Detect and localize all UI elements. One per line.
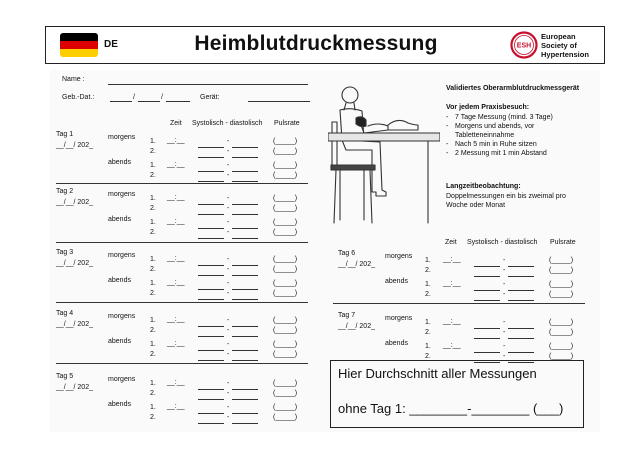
pulse-field[interactable]: (_____) xyxy=(273,229,298,236)
bp-separator: - xyxy=(227,162,230,169)
bp-separator: - xyxy=(227,404,230,411)
bp-separator: - xyxy=(503,343,506,350)
diastolic-field[interactable] xyxy=(508,300,534,301)
pulse-field[interactable]: (_____) xyxy=(273,341,298,348)
bp-separator: - xyxy=(227,256,230,263)
day-date-field[interactable]: __/__/ 202_ xyxy=(56,199,93,206)
pulse-field[interactable]: (_____) xyxy=(273,138,298,145)
row-number: 1. xyxy=(150,162,156,169)
pulse-field[interactable]: (_____) xyxy=(273,290,298,297)
day-divider xyxy=(333,303,585,304)
row-number: 2. xyxy=(150,172,156,179)
systolic-field[interactable] xyxy=(198,389,224,390)
row-number: 1. xyxy=(425,343,431,350)
period-evening: abends xyxy=(108,216,131,223)
row-number: 1. xyxy=(150,219,156,226)
pulse-field[interactable]: (_____) xyxy=(273,172,298,179)
pulse-field[interactable]: (_____) xyxy=(549,291,574,298)
bp-separator: - xyxy=(227,280,230,287)
diastolic-field[interactable] xyxy=(232,181,258,182)
period-morning: morgens xyxy=(385,253,413,260)
bp-separator: - xyxy=(227,327,230,334)
monitor-device xyxy=(388,120,418,130)
time-field[interactable]: __:__ xyxy=(167,316,185,323)
diastolic-field[interactable] xyxy=(232,289,258,290)
bullet-dash: - xyxy=(446,141,449,148)
name-field[interactable] xyxy=(108,84,308,85)
period-evening: abends xyxy=(108,401,131,408)
diastolic-field[interactable] xyxy=(232,147,258,148)
bp-separator: - xyxy=(227,219,230,226)
systolic-field[interactable] xyxy=(198,204,224,205)
day-date-field[interactable]: __/__/ 202_ xyxy=(56,321,93,328)
pulse-field[interactable]: (_____) xyxy=(549,281,574,288)
bp-separator: - xyxy=(227,172,230,179)
bp-separator: - xyxy=(227,341,230,348)
time-field[interactable]: __:__ xyxy=(167,279,185,286)
row-number: 2. xyxy=(150,205,156,212)
bp-separator: - xyxy=(227,390,230,397)
pulse-field[interactable]: (_____) xyxy=(273,266,298,273)
row-number: 1. xyxy=(425,257,431,264)
diastolic-field[interactable] xyxy=(232,204,258,205)
bullet-dash: - xyxy=(446,123,449,130)
time-field[interactable]: __:__ xyxy=(167,379,185,386)
long-line: Woche oder Monat xyxy=(446,202,506,209)
pulse-field[interactable]: (_____) xyxy=(549,329,574,336)
period-morning: morgens xyxy=(108,191,136,198)
bp-separator: - xyxy=(227,205,230,212)
period-morning: morgens xyxy=(385,315,413,322)
diastolic-field[interactable] xyxy=(508,266,534,267)
german-flag-icon xyxy=(60,33,98,57)
row-number: 2. xyxy=(150,290,156,297)
row-number: 1. xyxy=(150,256,156,263)
bp-separator: - xyxy=(227,138,230,145)
period-morning: morgens xyxy=(108,252,136,259)
diastolic-field[interactable] xyxy=(232,360,258,361)
bp-separator: - xyxy=(503,329,506,336)
day-date-field[interactable]: __/__/ 202_ xyxy=(56,142,93,149)
before-item: Tabletteneinnahme xyxy=(455,132,515,139)
pulse-field[interactable]: (_____) xyxy=(273,327,298,334)
esh-logo-icon xyxy=(510,31,538,59)
pulse-field[interactable]: (_____) xyxy=(273,256,298,263)
bp-separator: - xyxy=(227,148,230,155)
diastolic-field[interactable] xyxy=(232,265,258,266)
diastolic-field[interactable] xyxy=(232,214,258,215)
row-number: 1. xyxy=(425,281,431,288)
row-number: 1. xyxy=(150,404,156,411)
day-label: Tag 7 xyxy=(338,312,356,319)
row-number: 2. xyxy=(150,414,156,421)
bp-separator: - xyxy=(227,380,230,387)
summary-heading: Hier Durchschnitt aller Messungen xyxy=(338,366,537,381)
before-item: 7 Tage Messung (mind. 3 Tage) xyxy=(455,114,553,121)
systolic-field[interactable] xyxy=(198,275,224,276)
bp-separator: - xyxy=(503,257,506,264)
dob-month-field[interactable] xyxy=(138,101,160,102)
day-label: Tag 3 xyxy=(56,249,74,256)
org-line: European xyxy=(541,32,576,41)
bp-separator: - xyxy=(227,351,230,358)
bp-separator: - xyxy=(503,267,506,274)
systolic-field[interactable] xyxy=(474,290,500,291)
time-field[interactable]: __:__ xyxy=(167,218,185,225)
diastolic-field[interactable] xyxy=(232,171,258,172)
esh-logo-text: ESH xyxy=(516,42,532,50)
dob-year-field[interactable] xyxy=(166,101,190,102)
day-divider xyxy=(56,242,308,243)
row-number: 2. xyxy=(425,329,431,336)
day-divider xyxy=(56,302,308,303)
time-field[interactable]: __:__ xyxy=(167,161,185,168)
diastolic-field[interactable] xyxy=(232,336,258,337)
systolic-field[interactable] xyxy=(198,299,224,300)
row-number: 1. xyxy=(425,319,431,326)
row-number: 2. xyxy=(150,390,156,397)
systolic-field[interactable] xyxy=(474,352,500,353)
dob-day-field[interactable] xyxy=(110,101,132,102)
dob-sep: / xyxy=(161,94,163,101)
day-label: Tag 5 xyxy=(56,373,74,380)
day-divider xyxy=(56,183,308,184)
systolic-field[interactable] xyxy=(474,266,500,267)
systolic-field[interactable] xyxy=(198,171,224,172)
diastolic-field[interactable] xyxy=(508,290,534,291)
systolic-field[interactable] xyxy=(198,238,224,239)
systolic-field[interactable] xyxy=(198,228,224,229)
page-title: Heimblutdruckmessung xyxy=(194,32,438,55)
row-number: 1. xyxy=(150,195,156,202)
day-date-field[interactable]: __/__/ 202_ xyxy=(56,384,93,391)
systolic-field[interactable] xyxy=(474,300,500,301)
pulse-field[interactable]: (_____) xyxy=(273,205,298,212)
pulse-field[interactable]: (_____) xyxy=(273,195,298,202)
name-label: Name : xyxy=(62,76,85,83)
diastolic-field[interactable] xyxy=(232,423,258,424)
row-number: 2. xyxy=(425,291,431,298)
pulse-field[interactable]: (_____) xyxy=(549,353,574,360)
diastolic-field[interactable] xyxy=(508,352,534,353)
bp-separator: - xyxy=(503,281,506,288)
diastolic-field[interactable] xyxy=(232,326,258,327)
period-morning: morgens xyxy=(108,313,136,320)
systolic-field[interactable] xyxy=(198,336,224,337)
pulse-field[interactable]: (_____) xyxy=(549,267,574,274)
diastolic-field[interactable] xyxy=(232,228,258,229)
period-evening: abends xyxy=(108,277,131,284)
systolic-field[interactable] xyxy=(198,360,224,361)
diastolic-field[interactable] xyxy=(232,413,258,414)
bp-separator: - xyxy=(227,229,230,236)
pulse-field[interactable]: (_____) xyxy=(273,280,298,287)
row-number: 2. xyxy=(150,327,156,334)
col-pulse-header: Pulsrate xyxy=(550,239,576,246)
summary-average-field[interactable]: ohne Tag 1: ________-________ (___) xyxy=(338,401,564,416)
pulse-field[interactable]: (_____) xyxy=(549,319,574,326)
systolic-field[interactable] xyxy=(198,214,224,215)
time-field[interactable]: __:__ xyxy=(443,256,461,263)
bp-separator: - xyxy=(227,414,230,421)
day-label: Tag 1 xyxy=(56,131,74,138)
period-evening: abends xyxy=(385,278,408,285)
systolic-field[interactable] xyxy=(198,289,224,290)
row-number: 2. xyxy=(150,266,156,273)
systolic-field[interactable] xyxy=(198,157,224,158)
systolic-field[interactable] xyxy=(198,326,224,327)
row-number: 2. xyxy=(150,148,156,155)
row-number: 2. xyxy=(425,267,431,274)
country-code: DE xyxy=(104,39,118,50)
pulse-field[interactable]: (_____) xyxy=(273,162,298,169)
systolic-field[interactable] xyxy=(198,181,224,182)
diastolic-field[interactable] xyxy=(508,338,534,339)
period-morning: morgens xyxy=(108,376,136,383)
pulse-field[interactable]: (_____) xyxy=(273,414,298,421)
time-field[interactable]: __:__ xyxy=(167,403,185,410)
cuff-shape xyxy=(356,117,366,127)
org-line: Society of xyxy=(541,41,577,50)
day-label: Tag 6 xyxy=(338,250,356,257)
device-label: Gerät: xyxy=(200,94,220,101)
period-evening: abends xyxy=(108,159,131,166)
bp-separator: - xyxy=(503,291,506,298)
col-pulse-header: Pulsrate xyxy=(274,120,300,127)
pulse-field[interactable]: (_____) xyxy=(549,343,574,350)
col-bp-header: Systolisch - diastolisch xyxy=(192,120,263,127)
diastolic-field[interactable] xyxy=(232,157,258,158)
bp-separator: - xyxy=(227,317,230,324)
pulse-field[interactable]: (_____) xyxy=(273,351,298,358)
row-number: 2. xyxy=(150,229,156,236)
col-bp-header: Systolisch - diastolisch xyxy=(467,239,538,246)
time-field[interactable]: __:__ xyxy=(167,137,185,144)
before-heading: Vor jedem Praxisbesuch: xyxy=(446,104,530,111)
row-number: 2. xyxy=(150,351,156,358)
time-field[interactable]: __:__ xyxy=(167,255,185,262)
day-date-field[interactable]: __/__/ 202_ xyxy=(338,261,375,268)
table-top xyxy=(328,133,440,141)
time-field[interactable]: __:__ xyxy=(443,280,461,287)
pulse-field[interactable]: (_____) xyxy=(549,257,574,264)
row-number: 1. xyxy=(150,280,156,287)
bp-separator: - xyxy=(227,195,230,202)
systolic-field[interactable] xyxy=(474,338,500,339)
org-line: Hypertension xyxy=(541,50,589,59)
systolic-field[interactable] xyxy=(474,276,500,277)
cuff-tube xyxy=(368,124,388,126)
systolic-field[interactable] xyxy=(198,399,224,400)
pulse-field[interactable]: (_____) xyxy=(273,148,298,155)
time-field[interactable]: __:__ xyxy=(443,318,461,325)
row-number: 1. xyxy=(150,380,156,387)
period-morning: morgens xyxy=(108,134,136,141)
day-divider xyxy=(56,363,308,364)
bp-separator: - xyxy=(503,319,506,326)
row-number: 1. xyxy=(150,341,156,348)
bullet-dash: - xyxy=(446,114,449,121)
dob-sep: / xyxy=(133,94,135,101)
bp-separator: - xyxy=(503,353,506,360)
before-item: Morgens und abends, vor xyxy=(455,123,535,130)
long-heading: Langzeitbeobachtung: xyxy=(446,183,521,190)
diastolic-field[interactable] xyxy=(232,389,258,390)
bp-separator: - xyxy=(227,266,230,273)
diastolic-field[interactable] xyxy=(232,275,258,276)
before-item: Nach 5 min in Ruhe sitzen xyxy=(455,141,537,148)
before-item: 2 Messung mit 1 min Abstand xyxy=(455,150,547,157)
day-label: Tag 2 xyxy=(56,188,74,195)
chair-seat xyxy=(331,165,375,170)
period-evening: abends xyxy=(385,340,408,347)
org-name xyxy=(541,32,589,59)
row-number: 1. xyxy=(150,138,156,145)
pulse-field[interactable]: (_____) xyxy=(273,404,298,411)
pulse-field[interactable]: (_____) xyxy=(273,219,298,226)
time-field[interactable]: __:__ xyxy=(167,194,185,201)
day-date-field[interactable]: __/__/ 202_ xyxy=(338,323,375,330)
time-field[interactable]: __:__ xyxy=(443,342,461,349)
row-number: 2. xyxy=(425,353,431,360)
systolic-field[interactable] xyxy=(198,413,224,414)
chair-back xyxy=(332,122,337,165)
diastolic-field[interactable] xyxy=(508,328,534,329)
systolic-field[interactable] xyxy=(474,328,500,329)
device-field[interactable] xyxy=(248,101,310,102)
pulse-field[interactable]: (_____) xyxy=(273,380,298,387)
diastolic-field[interactable] xyxy=(232,399,258,400)
diastolic-field[interactable] xyxy=(508,276,534,277)
col-time-header: Zeit xyxy=(445,239,457,246)
chair-legs xyxy=(334,170,372,223)
diastolic-field[interactable] xyxy=(232,350,258,351)
pulse-field[interactable]: (_____) xyxy=(273,317,298,324)
diastolic-field[interactable] xyxy=(232,299,258,300)
period-evening: abends xyxy=(108,338,131,345)
time-field[interactable]: __:__ xyxy=(167,340,185,347)
systolic-field[interactable] xyxy=(198,423,224,424)
long-line: Doppelmessungen ein bis zweimal pro xyxy=(446,193,566,200)
diastolic-field[interactable] xyxy=(232,238,258,239)
device-heading: Validiertes Oberarmblutdruckmessgerät xyxy=(446,85,580,92)
seated-patient-illustration xyxy=(328,80,440,225)
head-shape xyxy=(342,87,358,103)
day-label: Tag 4 xyxy=(56,310,74,317)
systolic-field[interactable] xyxy=(198,350,224,351)
row-number: 1. xyxy=(150,317,156,324)
pulse-field[interactable]: (_____) xyxy=(273,390,298,397)
dob-label: Geb.-Dat.: xyxy=(62,94,95,101)
bp-separator: - xyxy=(227,290,230,297)
systolic-field[interactable] xyxy=(198,147,224,148)
col-time-header: Zeit xyxy=(170,120,182,127)
bullet-dash: - xyxy=(446,150,449,157)
day-date-field[interactable]: __/__/ 202_ xyxy=(56,260,93,267)
systolic-field[interactable] xyxy=(198,265,224,266)
